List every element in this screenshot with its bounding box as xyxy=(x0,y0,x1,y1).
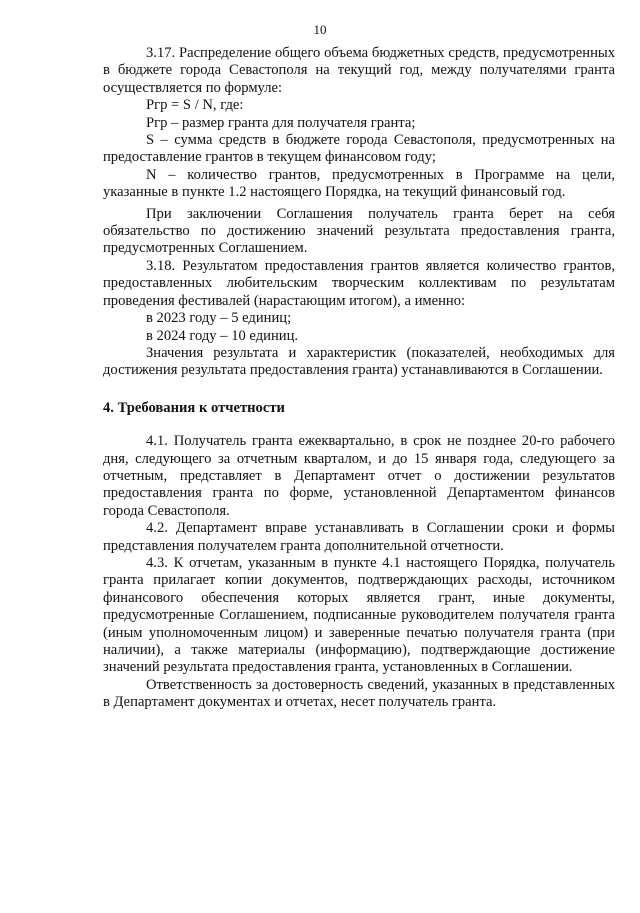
page-number: 10 xyxy=(313,22,327,37)
result-2024: в 2024 году – 10 единиц. xyxy=(146,327,299,344)
definition-n: N – количество грантов, предусмотренных в Программе на цели, указанные в пункте 1.2 настоящего Порядка, на текущий финансовый год. xyxy=(103,166,615,201)
paragraph-4-2: 4.2. Департамент вправе устанавливать в Соглашении сроки и формы представления получателем гранта дополнительной отчетности. xyxy=(103,520,615,554)
document-body xyxy=(103,45,615,712)
paragraph-4-3: 4.3. К отчетам, указанным в пункте 4.1 настоящего Порядка, получатель гранта прилагает копии документов, подтверждающих расходы, источником финансового обеспечения которых является грант, иные документы, предусмотренные Соглашением, подписанные руководителем получателя гранта (иным уполномоченным лицом) и заверенные печатью получателя гранта (при наличии), а также материалы (информацию), подтверждающие достижение значений результата предоставления гранта, установленных в Соглашении. xyxy=(103,554,615,676)
paragraph-3-18: 3.18. Результатом предоставления грантов является количество грантов, предоставленных любительским творческим коллективам по результатам проведения фестивалей (нарастающим итогом), а именно: xyxy=(103,257,615,309)
paragraph-4-1: 4.1. Получатель гранта ежеквартально, в срок не позднее 20-го рабочего дня, следующего за отчетным кварталом, и до 15 января года, следующего за отчетным, представляет в Департамент отчет о достижении результатов предоставления гранта по форме, установленной Департаментом финансов города Севастополя. xyxy=(103,433,615,519)
section-4-heading: 4. Требования к отчетности xyxy=(103,399,285,416)
result-2023: в 2023 году – 5 единиц; xyxy=(146,310,292,327)
formula: Ргр = S / N, где: xyxy=(146,97,244,114)
paragraph-obligation: При заключении Соглашения получатель гранта берет на себя обязательство по достижению значений результата предоставления гранта, предусмотренных Соглашением. xyxy=(103,205,615,257)
definition-s: S – сумма средств в бюджете города Севастополя, предусмотренных на предоставление грантов в текущем финансовом году; xyxy=(103,132,615,166)
definition-rgr: Ргр – размер гранта для получателя гранта; xyxy=(146,114,416,131)
paragraph-responsibility: Ответственность за достоверность сведений, указанных в представленных в Департамент документах и отчетах, несет получатель гранта. xyxy=(103,676,615,711)
paragraph-values: Значения результата и характеристик (показателей, необходимых для достижения результата предоставления гранта) устанавливаются в Соглашении. xyxy=(103,344,615,379)
paragraph-3-17: 3.17. Распределение общего объема бюджетных средств, предусмотренных в бюджете города Севастополя на текущий год, между получателями гранта осуществляется по формуле: xyxy=(103,45,615,96)
